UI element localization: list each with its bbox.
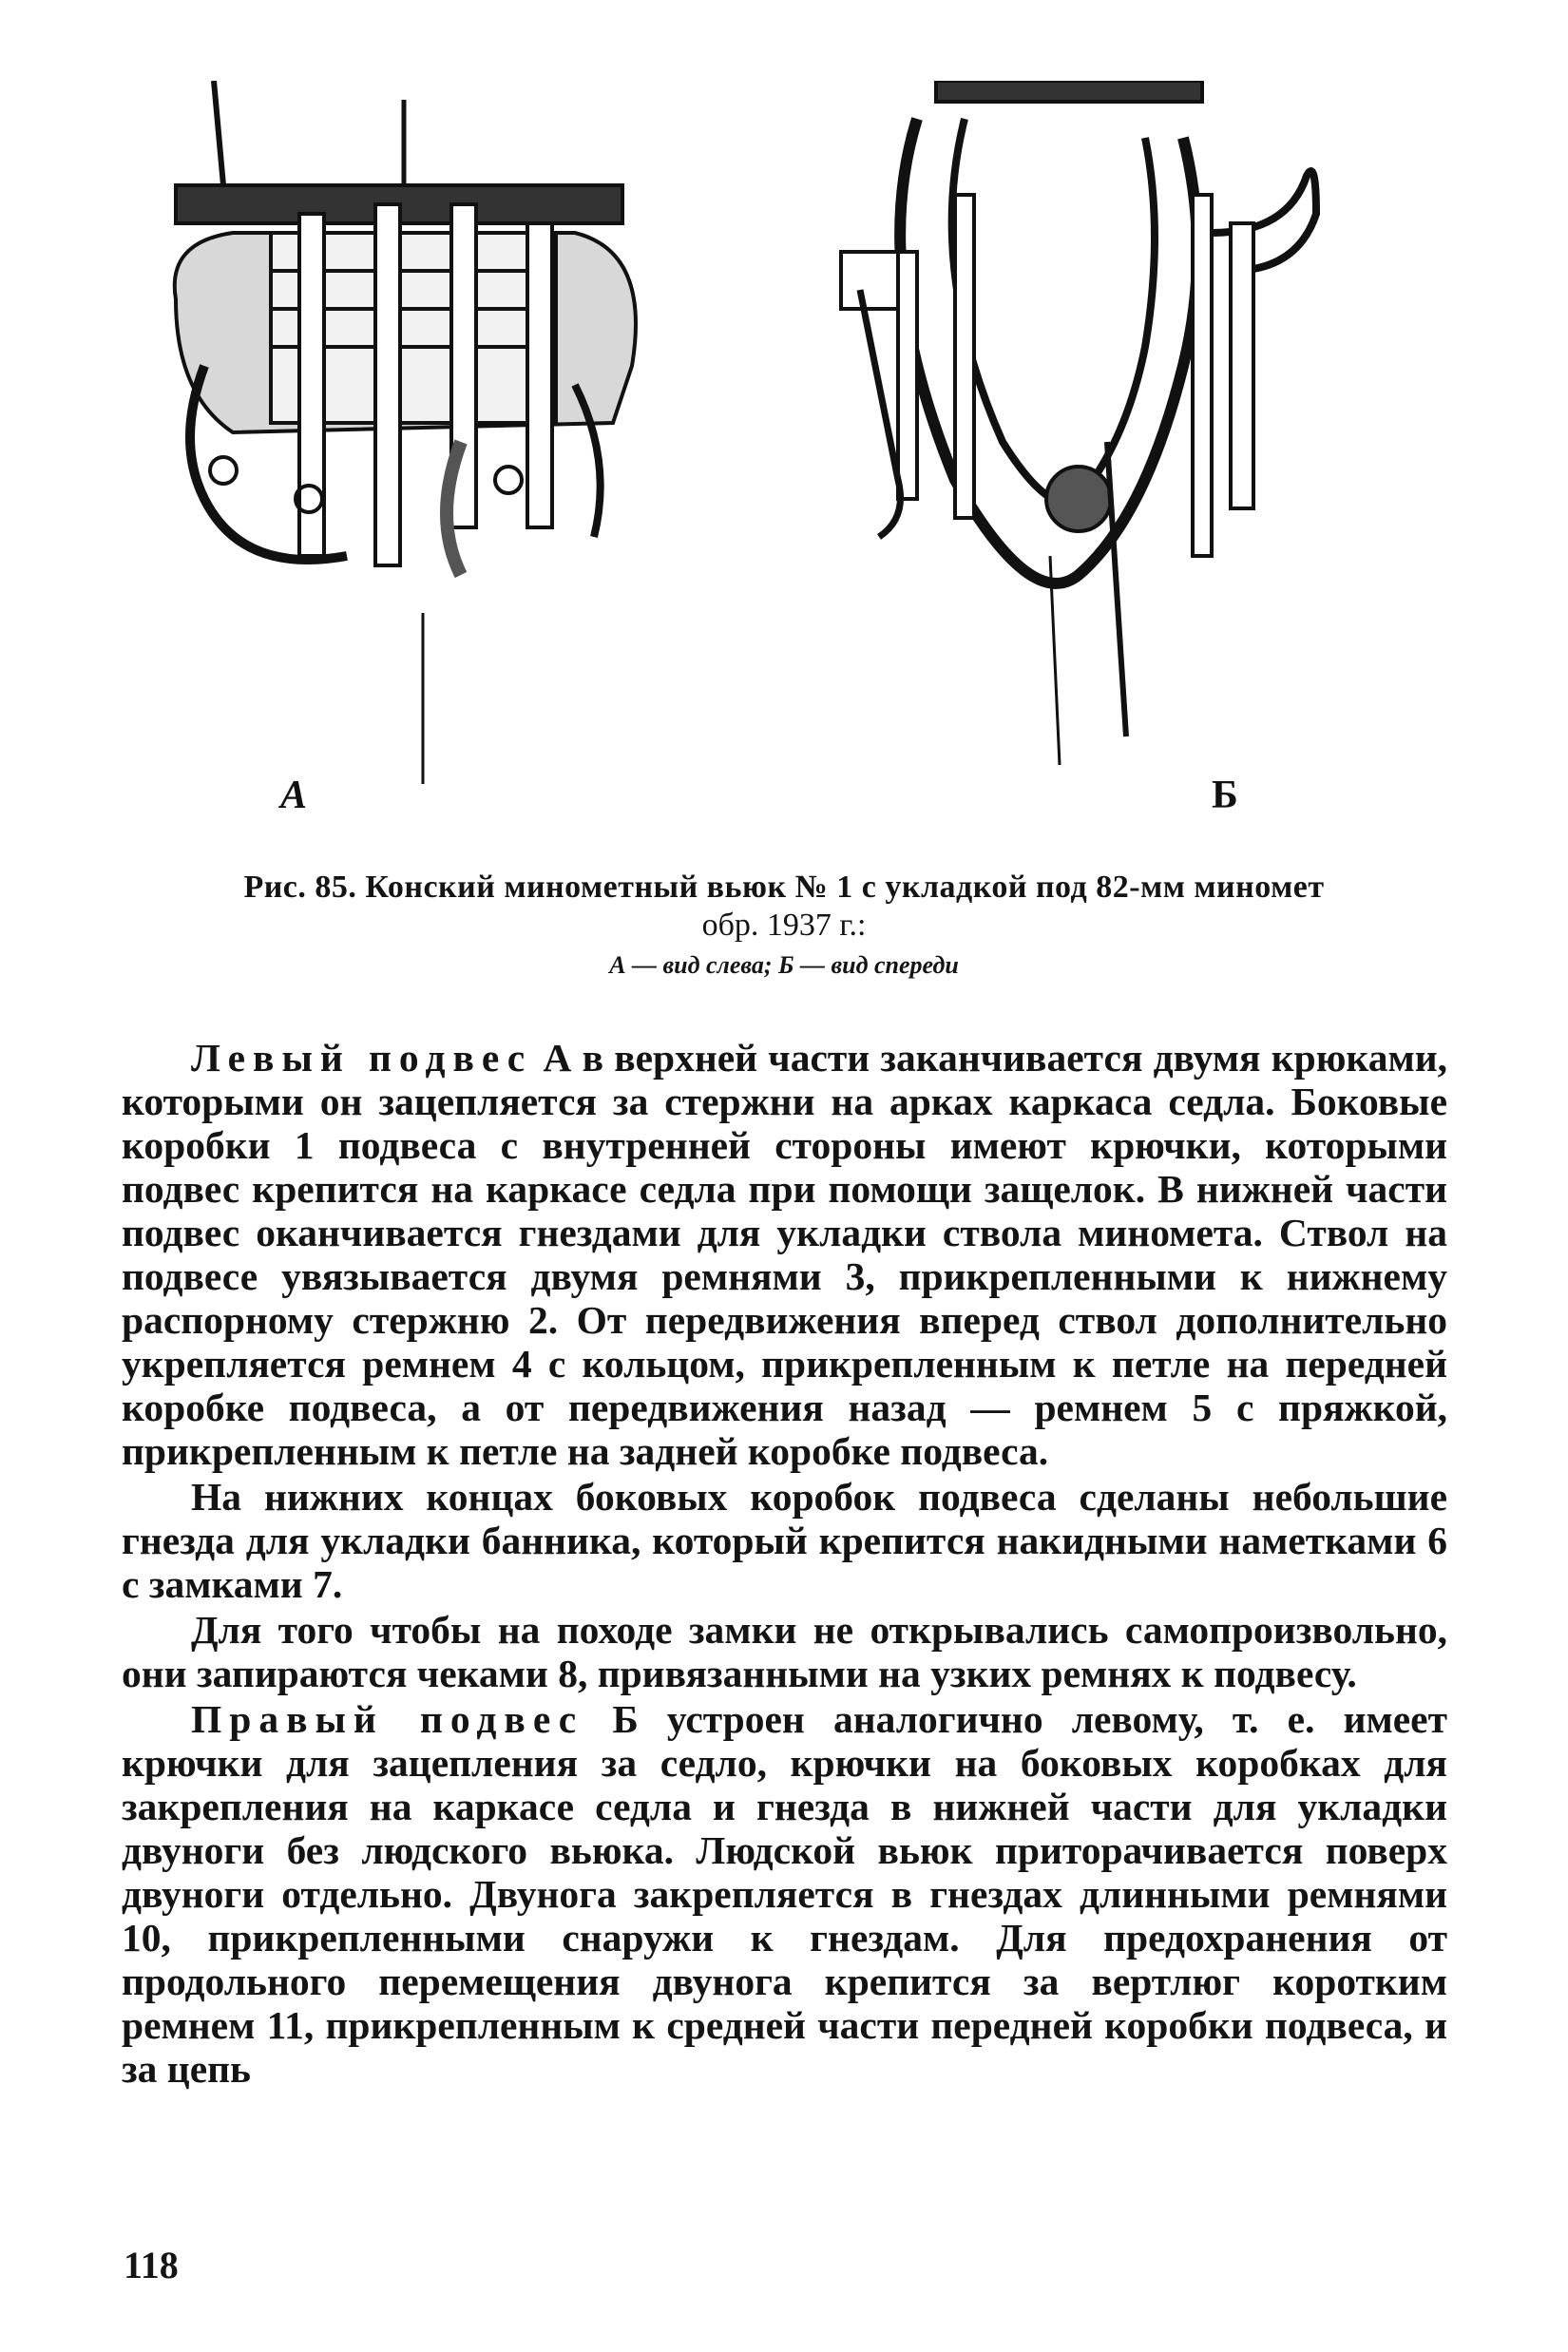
figure-caption [119,870,1449,980]
body-text [122,1036,1447,2091]
paragraph [122,1475,1447,1606]
pack-illustration [119,81,1449,860]
pack-view-a [175,81,636,784]
paragraph-text: Для того чтобы на походе замки не открывались самопроизвольно, они запираются чеками 8, привязанными на узких ремнях к подвесу. [122,1608,1447,1695]
paragraph [122,1608,1447,1695]
figure-label-a: А [280,774,308,817]
pack-view-b [841,81,1316,765]
caption-legend: А — вид слева; Б — вид спереди [609,951,959,979]
caption-title-cont: обр. 1937 г.: [701,908,867,943]
figure-label-b: Б [1212,774,1238,817]
paragraph-lead: Правый подвес [191,1697,584,1741]
caption-title: Рис. 85. Конский минометный вьюк № 1 с укладкой под 82-мм миномет [243,870,1325,905]
paragraph-text: На нижних концах боковых коробок подвеса сделаны небольшие гнезда для укладки банника, который крепится накидными наметками 6 с замками 7. [122,1475,1447,1606]
figure-85 [119,81,1449,860]
paragraph-text: А в верхней части заканчивается двумя крюками, которыми он зацепляется за стержни на арках каркаса седла. Боковые коробки 1 подвеса с внутренней стороны имеют крючки, которыми подвес крепится на каркасе седла при помощи защелок. В нижней части подвес оканчивается гнездами для укладки ствола миномета. Ствол на подвесе увязывается двумя ремнями 3, прикрепленными к нижнему распорному стержню 2. От передвижения вперед ствол дополнительно укрепляется ремнем 4 с кольцом, прикрепленным к петле на передней коробке подвеса, а от передвижения назад — ремнем 5 с пряжкой, прикрепленным к петле на задней коробке подвеса. [122,1036,1447,1473]
paragraph [122,1036,1447,1473]
page-number: 118 [124,2244,179,2286]
paragraph-lead: Левый подвес [191,1036,533,1080]
paragraph-text: Б устроен аналогично левому, т. е. имеет крючки для зацепления за седло, крючки на боковых коробках для закрепления на каркасе седла и гнезда в нижней части для укладки двуноги без людского вьюка. Людской вьюк приторачивается поверх двуноги отдельно. Двунога закрепляется в гнездах длинными ремнями 10, прикрепленными снаружи к гнездам. Для предохранения от продольного перемещения двунога крепится за вертлюг коротким ремнем 11, прикрепленным к средней части передней коробки подвеса, и за цепь [122,1697,1447,2091]
paragraph [122,1697,1447,2091]
